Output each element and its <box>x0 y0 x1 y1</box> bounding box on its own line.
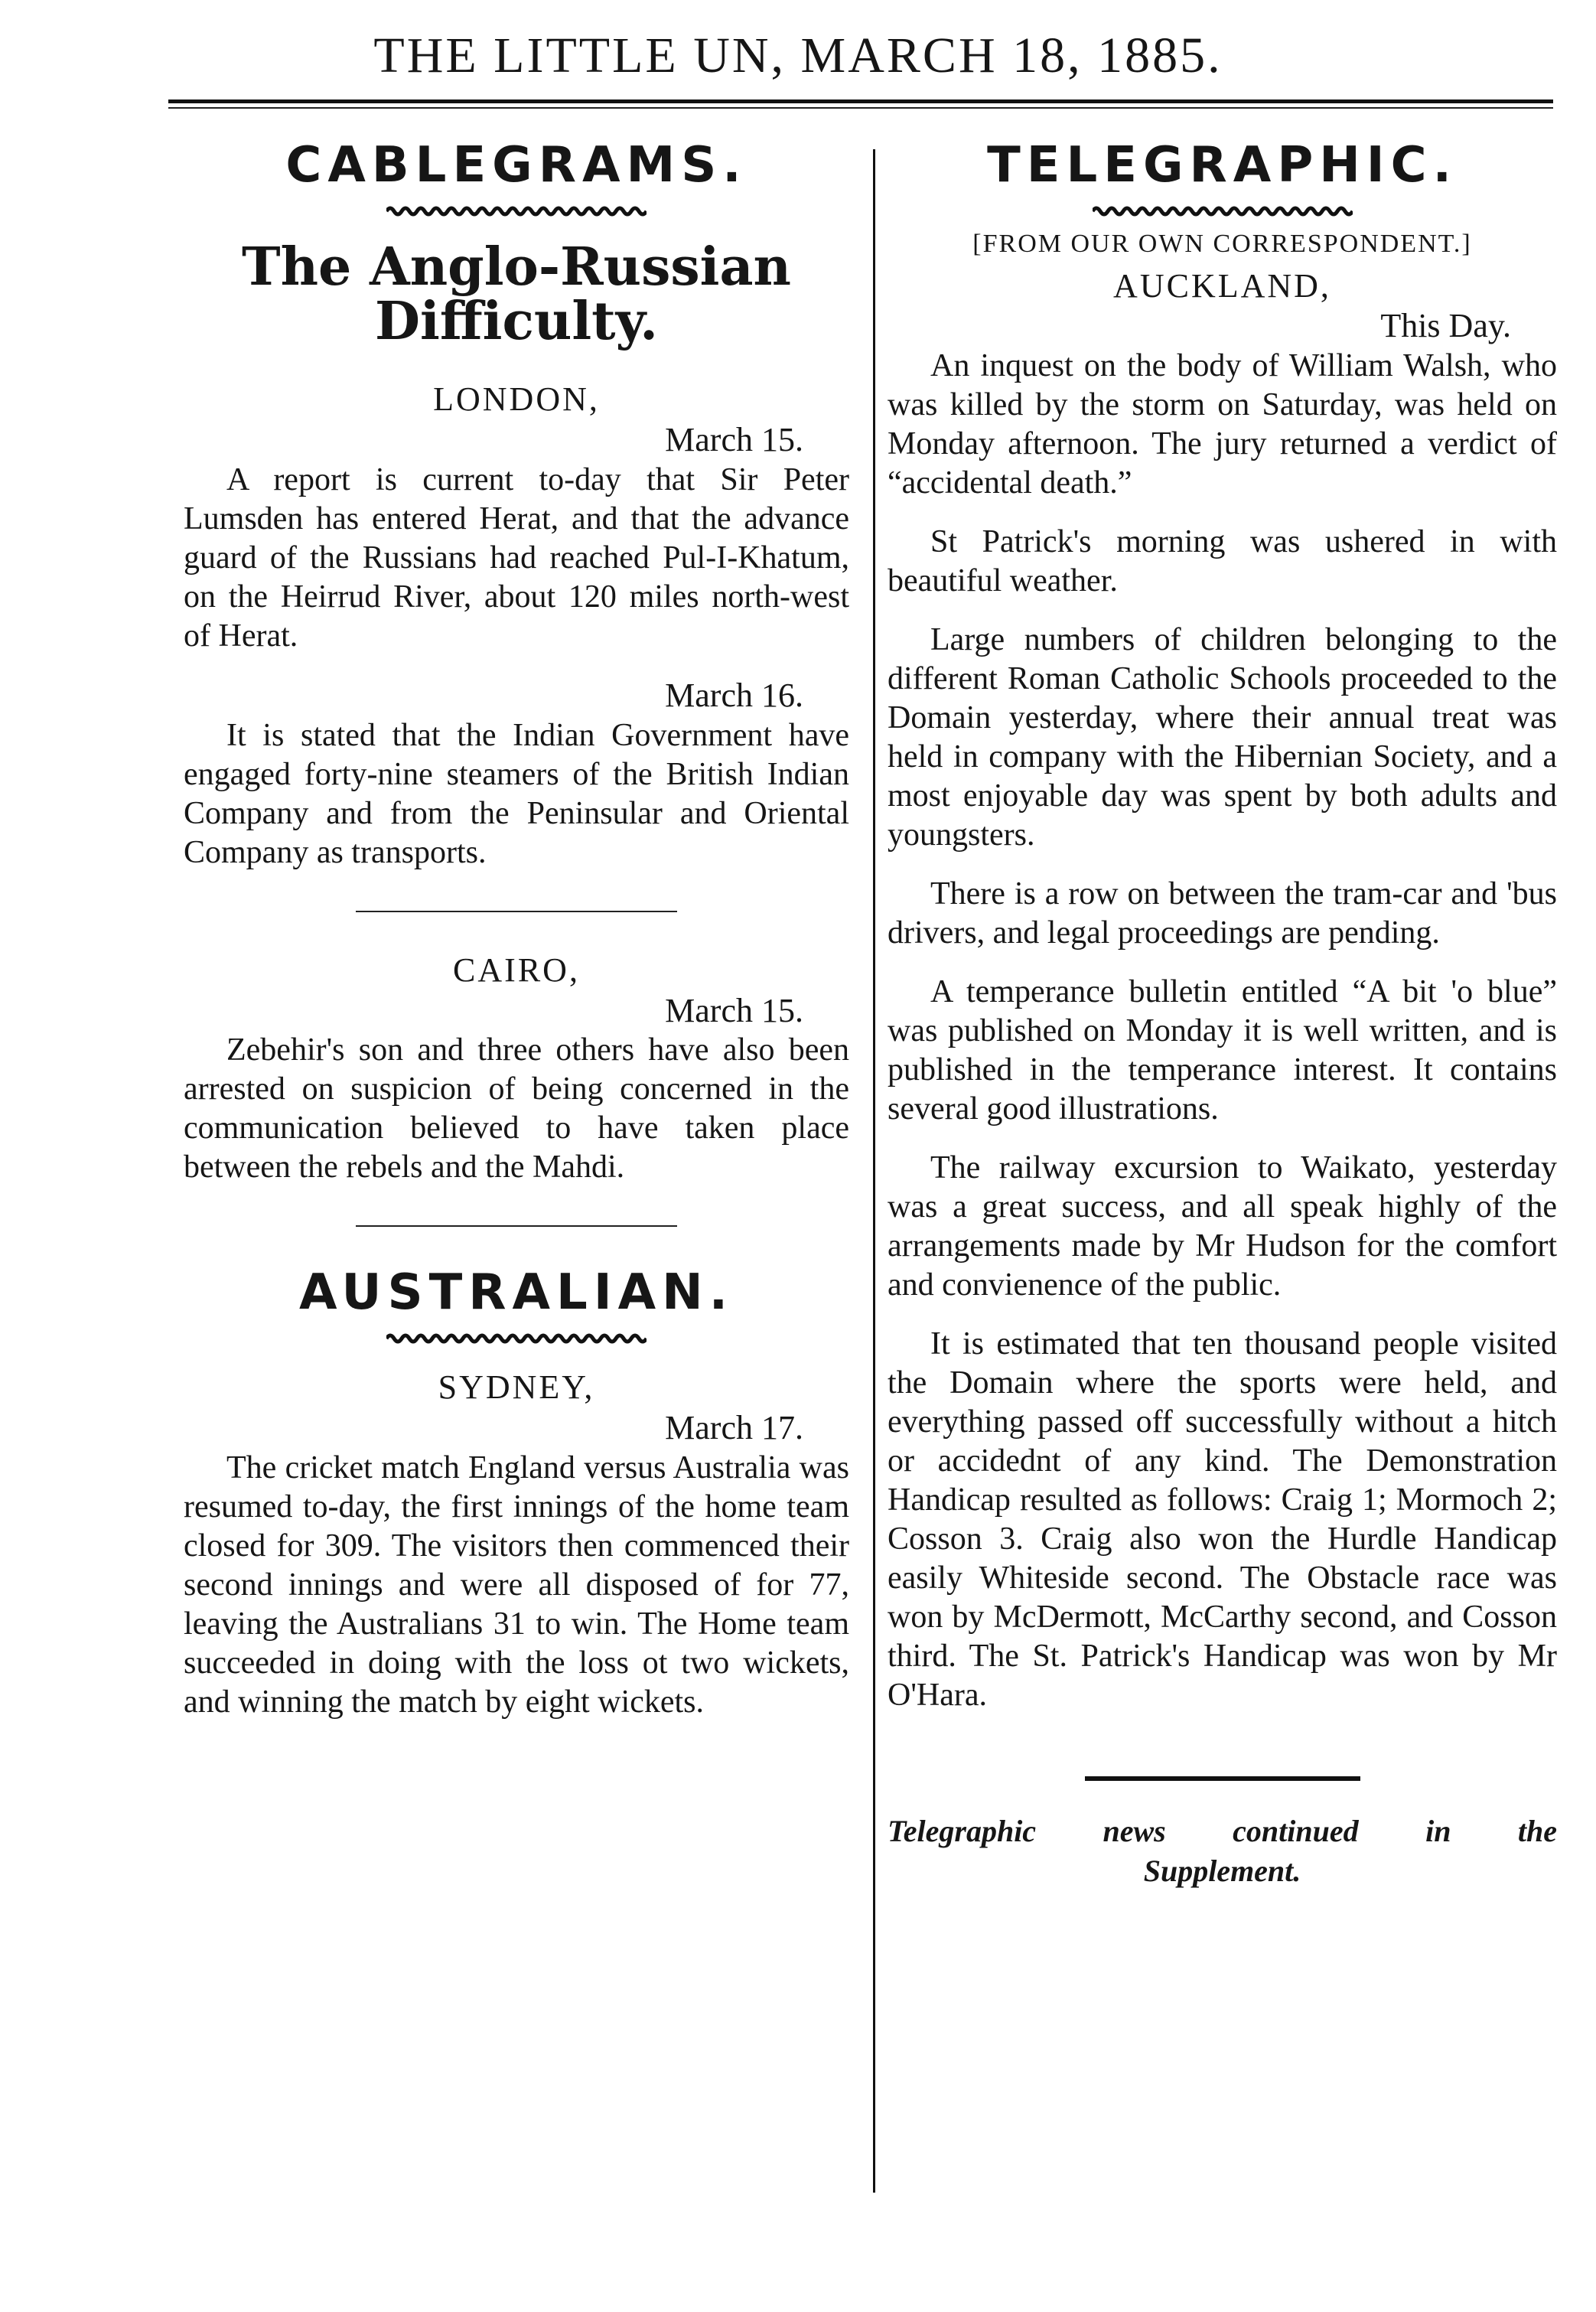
sydney-date: March 17. <box>665 1408 803 1446</box>
closing-rule <box>1085 1776 1360 1781</box>
left-column <box>184 138 849 1722</box>
continuation-note <box>888 1811 1557 1891</box>
london-date-1: March 15. <box>665 421 803 459</box>
masthead-title: THE LITTLE UN, MARCH 18, 1885. <box>373 28 1223 83</box>
continuation-note-line-1: Telegraphic news continued in the <box>888 1814 1557 1849</box>
column-divider <box>873 149 875 2193</box>
paragraph-sports: It is estimated that ten thousand people visited the Domain where the sports were held, and everything passed off successfully without a hitch or accidednt of any kind. The Demonstration Handicap resulted as follows: Craig 1; Mormoch 2; Cosson 3. Craig also won the Hurdle Handicap easily Whiteside second. The Obstacle race was won by McDermott, McCarthy second, and Cosson third. The St. Patrick's Handicap was won by Mr O'Hara. <box>888 1326 1557 1714</box>
sydney-dateline: SYDNEY, <box>438 1368 595 1406</box>
auckland-date: This Day. <box>1380 307 1511 345</box>
cairo-date: March 15. <box>665 991 803 1029</box>
masthead-rule-thin <box>168 107 1553 109</box>
sydney-paragraph: The cricket match England versus Australia was resumed to-day, the first innings of the home team closed for 309. The visitors then commenced their second innings and were all disposed of for 77, leaving the Australians 31 to win. The Home team succeeded in doing with the loss ot two wickets, and winning the match by eight wickets. <box>184 1449 849 1720</box>
london-paragraph-2: It is stated that the Indian Government have engaged forty-nine steamers of the British Indian Company and from the Peninsular and Oriental Company as transports. <box>184 717 849 870</box>
cairo-dateline: CAIRO, <box>453 951 580 989</box>
cairo-paragraph: Zebehir's son and three others have also been arrested on suspicion of being concerned in the communication believed to have taken place between the rebels and the Mahdi. <box>184 1032 849 1185</box>
wavy-ornament <box>386 1332 647 1345</box>
cablegrams-heading: CABLEGRAMS. <box>285 137 748 194</box>
auckland-dateline: AUCKLAND, <box>1113 266 1331 305</box>
australian-heading: AUSTRALIAN. <box>298 1264 734 1322</box>
right-column <box>888 138 1557 1891</box>
section-divider <box>356 1225 677 1227</box>
paragraph-tramcar: There is a row on between the tram-car and 'bus drivers, and legal proceedings are pending. <box>888 876 1557 951</box>
paragraph-temperance: A temperance bulletin entitled “A bit 'o blue” was published on Monday it is well written, and is published in the temperance interest. It contains several good illustrations. <box>888 974 1557 1127</box>
paragraph-children: Large numbers of children belonging to the different Roman Catholic Schools proceeded to the Domain yesterday, where their annual treat was held in company with the Hibernian Society, and a most enjoyable day was spent by both adults and youngsters. <box>888 622 1557 853</box>
london-date-2: March 16. <box>665 676 803 714</box>
paragraph-railway: The railway excursion to Waikato, yesterday was a great success, and all speak highly of the arrangements made by Mr Hudson for the comfort and convienence of the public. <box>888 1150 1557 1303</box>
telegraphic-heading: TELEGRAPHIC. <box>987 137 1458 194</box>
continuation-note-line-2: Supplement. <box>1143 1854 1301 1889</box>
london-paragraph-1: A report is current to-day that Sir Peter Lumsden has entered Herat, and that the advance guard of the Russians had reached Pul-I-Khatum, on the Heirrud River, about 120 miles north-west of Herat. <box>184 461 849 654</box>
wavy-ornament <box>1093 205 1353 217</box>
wavy-ornament <box>386 205 647 217</box>
paragraph-st-patricks-morning: St Patrick's morning was ushered in with beautiful weather. <box>888 524 1557 599</box>
section-divider <box>356 911 677 912</box>
correspondent-note: [FROM OUR OWN CORRESPONDENT.] <box>972 229 1472 258</box>
london-dateline: LONDON, <box>433 380 600 419</box>
anglo-russian-headline: The Anglo-Russian Difficulty. <box>242 236 791 352</box>
paragraph-inquest: An inquest on the body of William Walsh, who was killed by the storm on Saturday, was held on Monday afternoon. The jury returned a verdict of “accidental death.” <box>888 348 1557 501</box>
masthead-rule <box>168 99 1553 103</box>
